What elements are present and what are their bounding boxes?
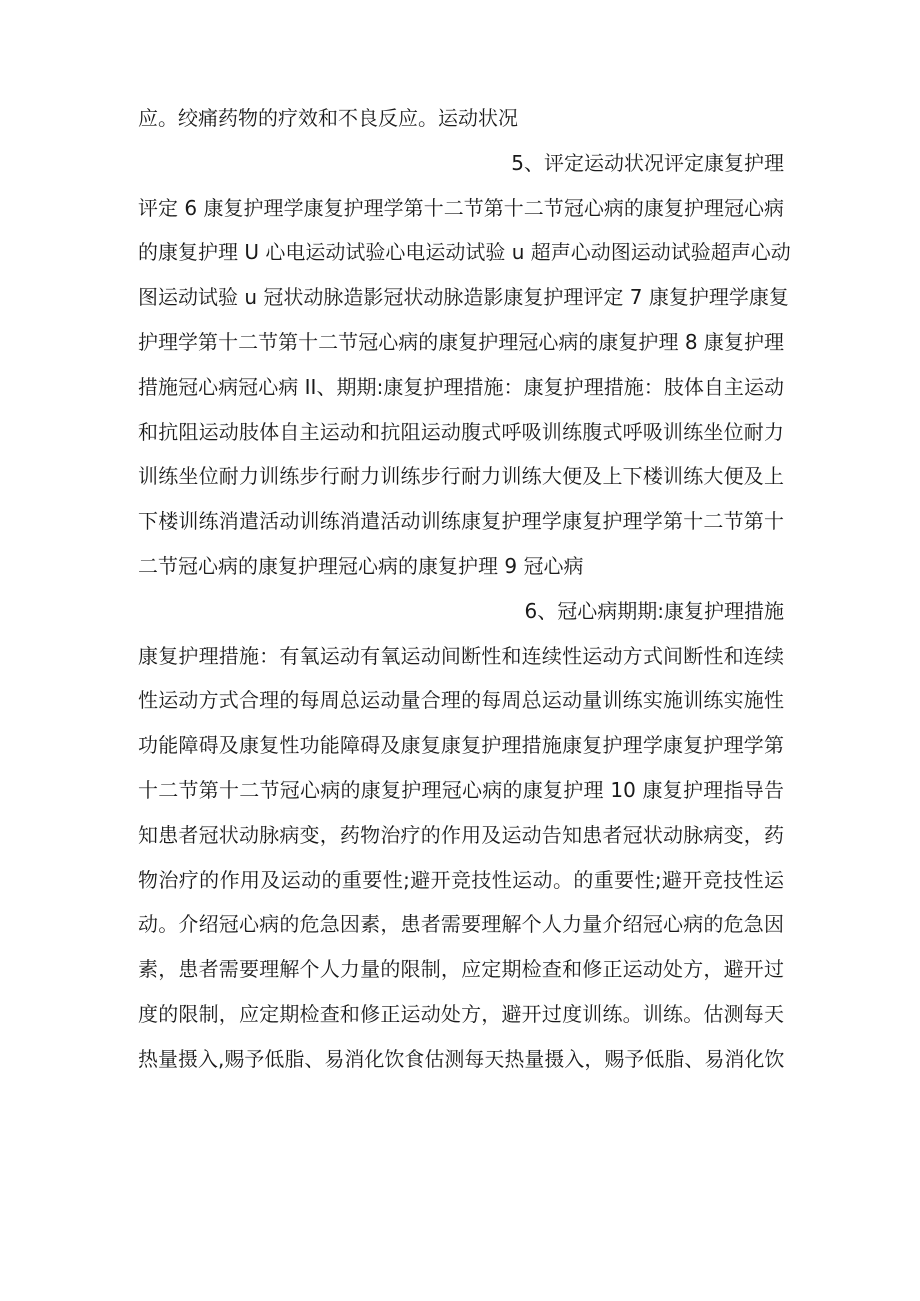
paragraph-line: 十二节第十二节冠心病的康复护理冠心病的康复护理 10 康复护理指导告	[138, 777, 784, 802]
paragraph-line: 和抗阻运动肢体自主运动和抗阻运动腹式呼吸训练腹式呼吸训练坐位耐力	[138, 419, 784, 444]
section-heading-6: 6、冠心病期期:康复护理措施	[524, 598, 784, 623]
paragraph-line: 康复护理措施：有氧运动有氧运动间断性和连续性运动方式间断性和连续	[138, 643, 784, 668]
paragraph-line: 二节冠心病的康复护理冠心病的康复护理 9 冠心病	[138, 553, 584, 578]
paragraph-line: 应。绞痛药物的疗效和不良反应。运动状况	[138, 106, 518, 130]
paragraph-line: 的康复护理 U 心电运动试验心电运动试验 u 超声心动图运动试验超声心动	[138, 240, 791, 265]
paragraph-line: 热量摄入,赐予低脂、易消化饮食估测每天热量摄入，赐予低脂、易消化饮	[138, 1046, 785, 1071]
paragraph-line: 性运动方式合理的每周总运动量合理的每周总运动量训练实施训练实施性	[138, 688, 784, 713]
paragraph-line: 措施冠心病冠心病 II、期期:康复护理措施：康复护理措施：肢体自主运动	[138, 374, 784, 399]
section-heading-5: 5、评定运动状况评定康复护理	[511, 150, 784, 175]
paragraph-line: 度的限制，应定期检查和修正运动处方，避开过度训练。训练。估测每天	[138, 1001, 784, 1026]
paragraph-line: 评定 6 康复护理学康复护理学第十二节第十二节冠心病的康复护理冠心病	[138, 195, 784, 220]
document-page	[138, 96, 791, 1082]
paragraph-line: 功能障碍及康复性功能障碍及康复康复护理措施康复护理学康复护理学第	[138, 733, 784, 758]
paragraph-line: 训练坐位耐力训练步行耐力训练步行耐力训练大便及上下楼训练大便及上	[138, 464, 784, 489]
paragraph-line: 图运动试验 u 冠状动脉造影冠状动脉造影康复护理评定 7 康复护理学康复	[138, 285, 789, 310]
paragraph-line: 素，患者需要理解个人力量的限制，应定期检查和修正运动处方，避开过	[138, 957, 784, 982]
paragraph-line: 物治疗的作用及运动的重要性;避开竞技性运动。的重要性;避开竞技性运	[138, 867, 784, 892]
paragraph-line: 知患者冠状动脉病变，药物治疗的作用及运动告知患者冠状动脉病变，药	[138, 822, 784, 847]
paragraph-line: 护理学第十二节第十二节冠心病的康复护理冠心病的康复护理 8 康复护理	[138, 329, 784, 354]
paragraph-line: 下楼训练消遣活动训练消遣活动训练康复护理学康复护理学第十二节第十	[138, 509, 784, 534]
paragraph-line: 动。介绍冠心病的危急因素，患者需要理解个人力量介绍冠心病的危急因	[138, 912, 784, 937]
